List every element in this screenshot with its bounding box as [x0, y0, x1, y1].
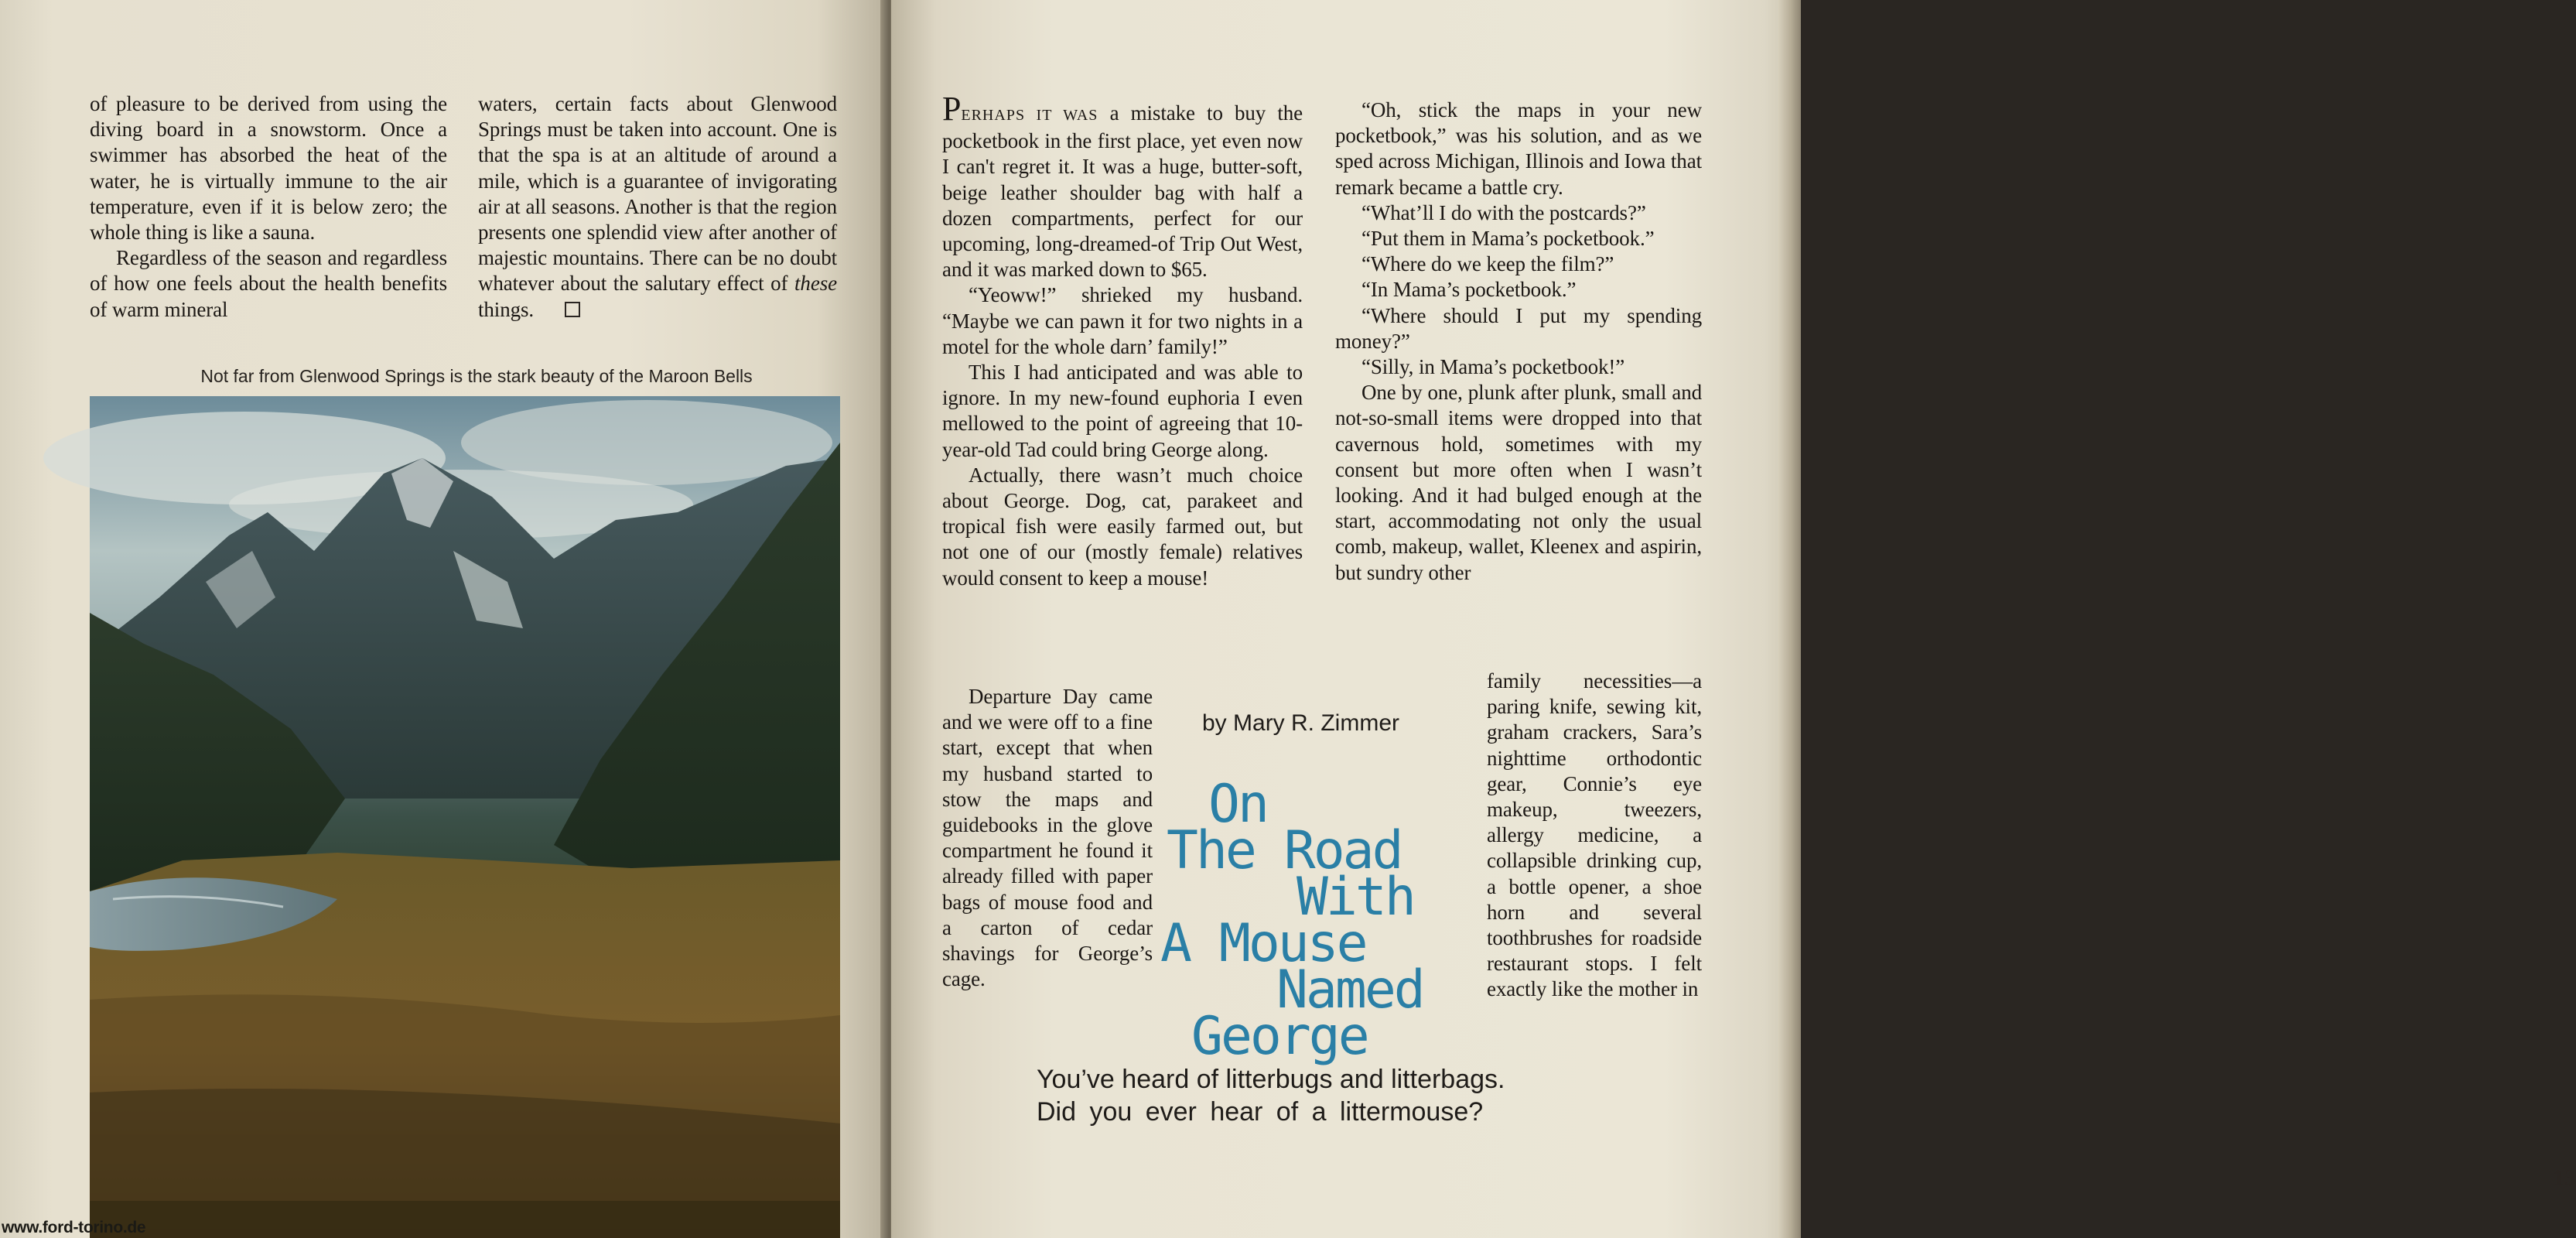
article-title: [1160, 774, 1454, 1067]
left-page: [0, 0, 888, 1238]
right-col1-para-4: Actually, there wasn’t much choice about George. Dog, cat, parakeet and tropical fish were easily farmed out, but not one of our (mostly female) relatives would consent to keep a mouse!: [942, 463, 1303, 590]
article-subhead: [1037, 1063, 1625, 1128]
emphasis-these: these: [794, 272, 838, 296]
right-column-2-narrow: [1487, 669, 1702, 1003]
mountain-landscape-illustration: [90, 396, 840, 1238]
left-col2-end: things.: [478, 297, 535, 321]
end-mark-icon: [565, 302, 580, 317]
title-line-1: On: [1208, 774, 1267, 835]
subhead-line-1: You’ve heard of litterbugs and litterbags.: [1037, 1065, 1505, 1094]
right-col2-para-8: One by one, plunk after plunk, small and not-so-small items were dropped into that cavernous hold, sometimes with my consent but more often when I wasn’t looking. And it had bulged enough at the start, accommodating not only the usual comb, makeup, wallet, Kleenex and aspirin, but sundry other: [1335, 381, 1702, 584]
right-col1-para-5: Departure Day came and we were off to a fine start, except that when my husband started to stow the maps and guidebooks in the glove compartment he found it already filled with paper bags of mouse food and a carton of cedar shavings for George’s cage.: [942, 685, 1153, 991]
right-column-1: [942, 90, 1303, 591]
left-col2-para-1: [478, 91, 837, 323]
photo-caption: Not far from Glenwood Springs is the stark beauty of the Maroon Bells: [200, 366, 753, 386]
right-col1-para-1: [942, 90, 1303, 282]
author-byline: by Mary R. Zimmer: [1202, 710, 1399, 736]
right-col2-para-7: “Silly, in Mama’s pocketbook!”: [1361, 355, 1625, 379]
right-col2-para-4: “Where do we keep the film?”: [1361, 252, 1614, 276]
page-number: 13: [2553, 1165, 2576, 1191]
right-col1-para-1-rest: a mistake to buy the pocketbook in the first place, yet even now I can't regret it. It was a huge, butter-soft, beige leather shoulder bag with half a dozen compartments, perfect for our upcoming, long-dreamed-of Trip Out West, and it was marked down to $65.: [942, 101, 1303, 282]
right-column-2: [1335, 97, 1702, 586]
drop-cap: P: [942, 90, 962, 128]
right-col2-para-6: “Where should I put my spending money?”: [1335, 303, 1702, 353]
left-col1-para-1: of pleasure to be derived from using the diving board in a snowstorm. Once a swimmer has absorbed the heat of the water, he is virtually immune to the air temperature, even if it is below zero; the whole thing is like a sauna.: [90, 92, 447, 245]
title-line-2: The Road: [1167, 820, 1402, 881]
left-column-1: [90, 91, 447, 323]
right-col2-para-5: “In Mama’s pocketbook.”: [1361, 278, 1577, 302]
left-col1-para-2: Regardless of the season and regardless of how one feels about the health benefits of warm mineral: [90, 246, 447, 321]
title-line-5: Named: [1276, 959, 1423, 1021]
subhead-line-2: Did you ever hear of a littermouse?: [1037, 1097, 1484, 1127]
title-line-4: A Mouse: [1160, 913, 1366, 974]
right-column-1-narrow: [942, 684, 1153, 992]
website-watermark: www.ford-torino.de: [2, 1219, 146, 1236]
right-col1-para-3: This I had anticipated and was able to ignore. In my new-found euphoria I even mellowed to the point of agreeing that 10-year-old Tad could bring George along.: [942, 361, 1303, 461]
title-line-3: With: [1297, 867, 1414, 928]
right-col2-para-8-cont: family necessities—a paring knife, sewing kit, graham crackers, Sara’s nighttime orthodontic gear, Connie’s eye makeup, tweezers, allergy medicine, a collapsible drinking cup, a bottle opener, a shoe horn and several toothbrushes for roadside restaurant stops. I felt exactly like the mother in: [1487, 669, 1702, 1001]
right-col2-para-1: “Oh, stick the maps in your new pocketbook,” was his solution, and as we sped across Michigan, Illinois and Iowa that remark became a battle cry.: [1335, 98, 1702, 199]
right-col2-para-3: “Put them in Mama’s pocketbook.”: [1361, 227, 1655, 251]
title-line-6: George: [1191, 1006, 1368, 1067]
maroon-bells-photo: [90, 396, 840, 1238]
left-column-2: [478, 91, 837, 323]
page-edge: [1778, 0, 1801, 1238]
right-col2-para-2: “What’ll I do with the postcards?”: [1361, 200, 1646, 224]
left-col2-text: waters, certain facts about Glenwood Springs must be taken into account. One is that the spa is at an altitude of around a mile, which is a guarantee of invigorating air at all seasons. Another is that the region presents one splendid view after another of majestic mountains. There can be no doubt whatever about the salutary effect of: [478, 92, 837, 296]
right-col1-para-2: “Yeoww!” shrieked my husband. “Maybe we can pawn it for two nights in a motel for the whole darn’ family!”: [942, 283, 1303, 358]
lead-small-caps: ERHAPS IT WAS: [961, 107, 1098, 124]
